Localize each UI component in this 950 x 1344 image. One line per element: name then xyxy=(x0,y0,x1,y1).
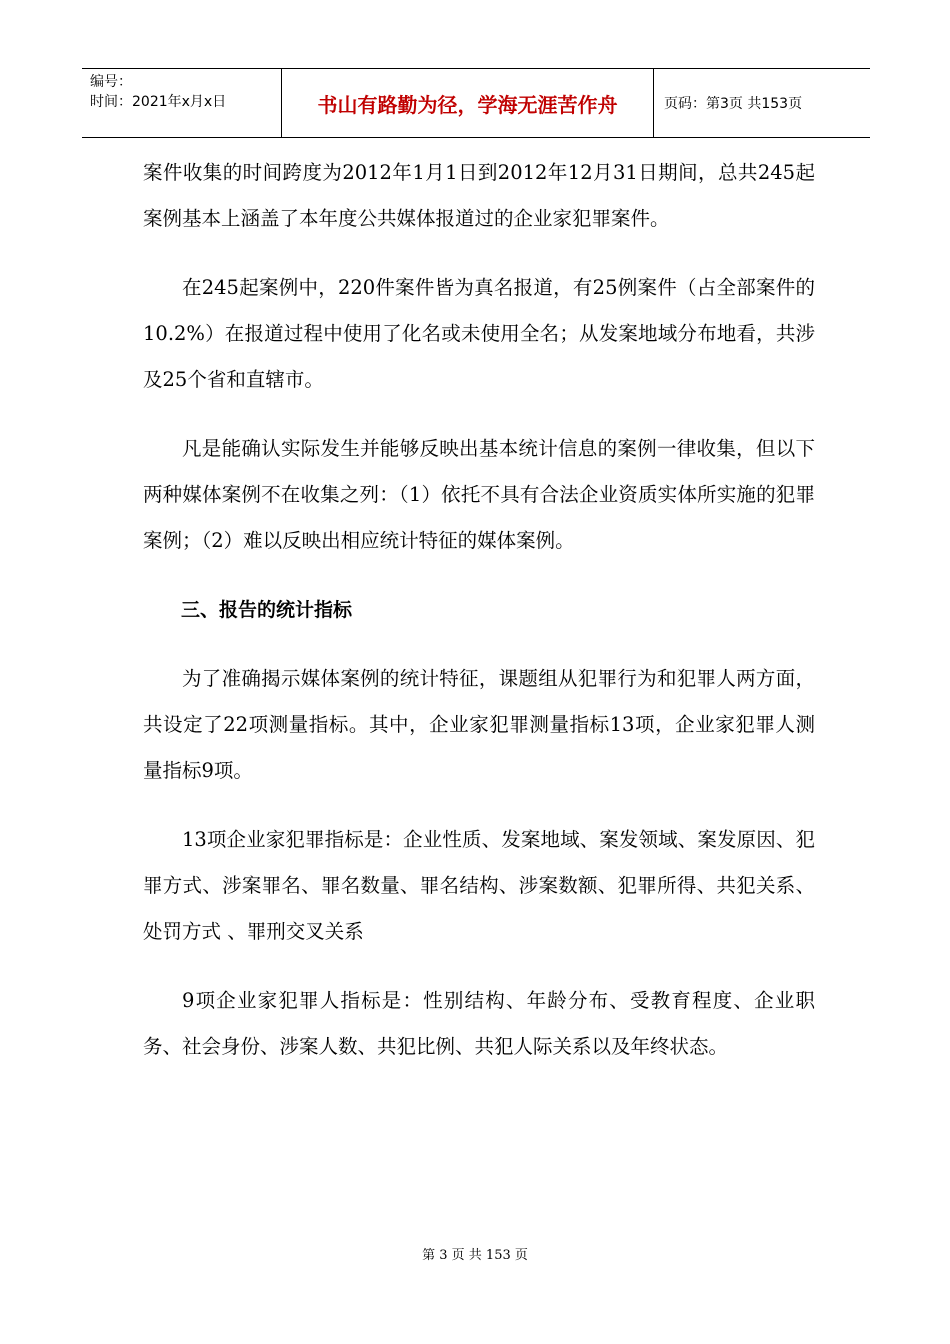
paragraph-crime-indicators: 13项企业家犯罪指标是：企业性质、发案地域、案发领域、案发原因、犯罪方式、涉案罪名、罪名数量、罪名结构、涉案数额、犯罪所得、共犯关系、处罚方式 、罪刑交叉关系 xyxy=(143,828,815,943)
header-meta xyxy=(82,69,282,137)
header-motto: 书山有路勤为径，学海无涯苦作舟 xyxy=(282,69,654,137)
page-footer: 第 3 页 共 153 页 xyxy=(422,1248,528,1263)
section-heading: 三、报告的统计指标 xyxy=(181,599,353,621)
header-page-info: 页码：第3页 共153页 xyxy=(664,96,803,112)
header-number-label: 编号： xyxy=(90,74,132,90)
paragraph-time-span: 案件收集的时间跨度为2012年1月1日到2012年12月31日期间，总共245起案例基本上涵盖了本年度公共媒体报道过的企业家犯罪案件。 xyxy=(143,161,815,230)
document-body xyxy=(143,150,815,1070)
page-header xyxy=(82,68,870,138)
paragraph-offender-indicators: 9项企业家犯罪人指标是：性别结构、年龄分布、受教育程度、企业职务、社会身份、涉案人数、共犯比例、共犯人际关系以及年终状态。 xyxy=(143,989,815,1058)
paragraph-indicators: 为了准确揭示媒体案例的统计特征，课题组从犯罪行为和犯罪人两方面，共设定了22项测量指标。其中，企业家犯罪测量指标13项，企业家犯罪人测量指标9项。 xyxy=(143,667,815,782)
paragraph-collection-criteria: 凡是能确认实际发生并能够反映出基本统计信息的案例一律收集，但以下两种媒体案例不在收集之列：（1）依托不具有合法企业资质实体所实施的犯罪案例；（2）难以反映出相应统计特征的媒体案例。 xyxy=(143,437,815,552)
paragraph-case-count: 在245起案例中，220件案件皆为真名报道，有25例案件（占全部案件的10.2%）在报道过程中使用了化名或未使用全名；从发案地域分布地看，共涉及25个省和直辖市。 xyxy=(143,276,815,391)
header-time-label: 时间：2021年x月x日 xyxy=(90,94,227,110)
